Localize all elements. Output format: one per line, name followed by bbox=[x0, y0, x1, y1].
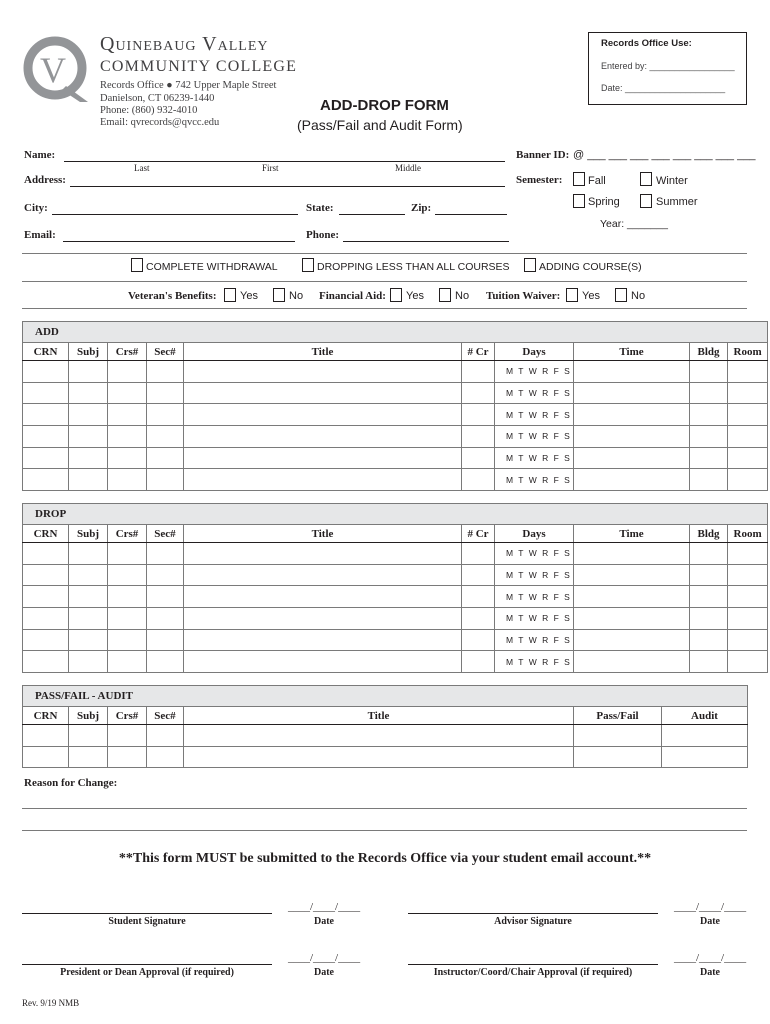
col-crs: Crs# bbox=[108, 343, 147, 361]
col-cr: # Cr bbox=[462, 343, 495, 361]
days-cell[interactable]: M T W R F S bbox=[495, 651, 574, 673]
col-days: Days bbox=[495, 525, 574, 543]
col-days: Days bbox=[495, 343, 574, 361]
col-title: Title bbox=[184, 343, 462, 361]
table-row bbox=[23, 382, 768, 404]
state-field[interactable] bbox=[339, 214, 405, 215]
add-section-title: ADD bbox=[23, 322, 768, 343]
name-field[interactable] bbox=[64, 161, 505, 162]
col-time: Time bbox=[574, 525, 690, 543]
name-last-label: Last bbox=[134, 163, 150, 173]
qvcc-logo-icon bbox=[22, 34, 92, 104]
address-line-1: Records Office ● 742 Upper Maple Street bbox=[100, 80, 277, 91]
summer-label: Summer bbox=[656, 196, 698, 208]
table-row bbox=[23, 564, 768, 586]
table-row bbox=[23, 426, 768, 448]
days-cell[interactable]: M T W R F S bbox=[495, 608, 574, 630]
summer-checkbox[interactable] bbox=[640, 194, 652, 208]
divider bbox=[22, 253, 747, 254]
col-crn: CRN bbox=[23, 707, 69, 725]
semester-label: Semester: bbox=[516, 174, 563, 186]
col-crn: CRN bbox=[23, 525, 69, 543]
col-crs: Crs# bbox=[108, 525, 147, 543]
col-sec: Sec# bbox=[147, 525, 184, 543]
col-audit: Audit bbox=[662, 707, 748, 725]
form-subtitle: (Pass/Fail and Audit Form) bbox=[297, 117, 463, 133]
col-sec: Sec# bbox=[147, 707, 184, 725]
dropping-less-label: DROPPING LESS THAN ALL COURSES bbox=[317, 261, 510, 273]
col-subj: Subj bbox=[69, 525, 108, 543]
table-row bbox=[23, 586, 768, 608]
col-sec: Sec# bbox=[147, 343, 184, 361]
address-line-3: Phone: (860) 932-4010 bbox=[100, 105, 198, 116]
table-row bbox=[23, 447, 768, 469]
tuition-waiver-no-checkbox[interactable] bbox=[615, 288, 627, 302]
table-row bbox=[23, 651, 768, 673]
table-row bbox=[23, 469, 768, 491]
financial-aid-label: Financial Aid: bbox=[319, 290, 386, 302]
instructor-signature-line[interactable] bbox=[408, 964, 658, 965]
table-row bbox=[23, 629, 768, 651]
drop-courses-table bbox=[22, 503, 768, 673]
fall-label: Fall bbox=[588, 175, 606, 187]
email-label: Email: bbox=[24, 229, 56, 241]
table-row bbox=[23, 404, 768, 426]
address-line-2: Danielson, CT 06239-1440 bbox=[100, 93, 215, 104]
col-title: Title bbox=[184, 525, 462, 543]
president-signature-line[interactable] bbox=[22, 964, 272, 965]
financial-aid-no-checkbox[interactable] bbox=[439, 288, 451, 302]
name-label: Name: bbox=[24, 149, 56, 161]
table-row bbox=[23, 543, 768, 565]
phone-field[interactable] bbox=[343, 241, 509, 242]
entered-by-field[interactable]: Entered by: _________________ bbox=[601, 61, 735, 71]
financial-aid-yes-label: Yes bbox=[406, 290, 424, 302]
passfail-section-title: PASS/FAIL - AUDIT bbox=[23, 686, 748, 707]
address-field[interactable] bbox=[70, 186, 505, 187]
city-field[interactable] bbox=[52, 214, 298, 215]
submission-notice: **This form MUST be submitted to the Records Office via your student email account.** bbox=[118, 851, 652, 866]
financial-aid-no-label: No bbox=[455, 290, 470, 302]
complete-withdrawal-checkbox[interactable] bbox=[131, 258, 143, 272]
divider bbox=[22, 281, 747, 282]
reason-line-2[interactable] bbox=[22, 830, 747, 831]
tuition-waiver-label: Tuition Waiver: bbox=[486, 290, 561, 302]
college-name: Quinebaug Valley bbox=[100, 33, 269, 55]
student-signature-label: Student Signature bbox=[108, 916, 186, 927]
col-crs: Crs# bbox=[108, 707, 147, 725]
address-line-4: Email: qvrecords@qvcc.edu bbox=[100, 117, 220, 128]
advisor-date-field[interactable]: ____/____/____ bbox=[674, 901, 747, 913]
zip-label: Zip: bbox=[411, 202, 432, 214]
college-subtitle: COMMUNITY COLLEGE bbox=[100, 58, 298, 75]
form-title: ADD-DROP FORM bbox=[320, 97, 449, 114]
instructor-date-label: Date bbox=[700, 967, 720, 978]
days-cell[interactable]: M T W R F S bbox=[495, 361, 574, 383]
reason-line-1[interactable] bbox=[22, 808, 747, 809]
col-bldg: Bldg bbox=[690, 343, 728, 361]
spring-label: Spring bbox=[588, 196, 620, 208]
phone-label: Phone: bbox=[306, 229, 339, 241]
col-crn: CRN bbox=[23, 343, 69, 361]
instructor-approval-label: Instructor/Coord/Chair Approval (if required) bbox=[433, 967, 633, 978]
state-label: State: bbox=[306, 202, 334, 214]
adding-courses-label: ADDING COURSE(S) bbox=[539, 261, 642, 273]
tuition-waiver-no-label: No bbox=[631, 290, 646, 302]
veteran-no-checkbox[interactable] bbox=[273, 288, 285, 302]
days-cell[interactable]: M T W R F S bbox=[495, 564, 574, 586]
address-label: Address: bbox=[24, 174, 66, 186]
office-date-field[interactable]: Date: ____________________ bbox=[601, 83, 726, 93]
email-field[interactable] bbox=[63, 241, 295, 242]
records-office-title: Records Office Use: bbox=[601, 38, 692, 49]
financial-aid-yes-checkbox[interactable] bbox=[390, 288, 402, 302]
name-middle-label: Middle bbox=[395, 163, 421, 173]
spring-checkbox[interactable] bbox=[573, 194, 585, 208]
dropping-less-checkbox[interactable] bbox=[302, 258, 314, 272]
table-row bbox=[23, 725, 748, 747]
col-room: Room bbox=[728, 343, 768, 361]
days-cell[interactable]: M T W R F S bbox=[495, 629, 574, 651]
name-first-label: First bbox=[262, 163, 279, 173]
col-room: Room bbox=[728, 525, 768, 543]
days-cell[interactable]: M T W R F S bbox=[495, 426, 574, 448]
reason-label: Reason for Change: bbox=[24, 777, 118, 789]
col-subj: Subj bbox=[69, 707, 108, 725]
col-subj: Subj bbox=[69, 343, 108, 361]
col-title: Title bbox=[184, 707, 574, 725]
col-cr: # Cr bbox=[462, 525, 495, 543]
year-field[interactable]: Year: _______ bbox=[600, 218, 668, 230]
banner-id-field[interactable]: @ ___ ___ ___ ___ ___ ___ ___ ___ bbox=[573, 149, 756, 161]
days-cell[interactable]: M T W R F S bbox=[495, 543, 574, 565]
president-approval-label: President or Dean Approval (if required) bbox=[60, 967, 234, 978]
advisor-date-label: Date bbox=[700, 916, 720, 927]
drop-section-title: DROP bbox=[23, 504, 768, 525]
col-passfail: Pass/Fail bbox=[574, 707, 662, 725]
days-cell[interactable]: M T W R F S bbox=[495, 382, 574, 404]
president-date-label: Date bbox=[314, 967, 334, 978]
col-bldg: Bldg bbox=[690, 525, 728, 543]
president-date-field[interactable]: ____/____/____ bbox=[288, 952, 361, 964]
winter-label: Winter bbox=[656, 175, 688, 187]
days-cell[interactable]: M T W R F S bbox=[495, 447, 574, 469]
veteran-benefits-label: Veteran's Benefits: bbox=[128, 290, 217, 302]
complete-withdrawal-label: COMPLETE WITHDRAWAL bbox=[146, 261, 278, 273]
svg-text:V: V bbox=[40, 50, 66, 90]
veteran-no-label: No bbox=[289, 290, 304, 302]
city-label: City: bbox=[24, 202, 48, 214]
passfail-audit-table bbox=[22, 685, 748, 768]
table-row bbox=[23, 608, 768, 630]
table-row bbox=[23, 746, 748, 768]
student-date-label: Date bbox=[314, 916, 334, 927]
zip-field[interactable] bbox=[435, 214, 507, 215]
tuition-waiver-yes-checkbox[interactable] bbox=[566, 288, 578, 302]
banner-id-label: Banner ID: bbox=[516, 149, 570, 161]
fall-checkbox[interactable] bbox=[573, 172, 585, 186]
advisor-signature-line[interactable] bbox=[408, 913, 658, 914]
veteran-yes-checkbox[interactable] bbox=[224, 288, 236, 302]
col-time: Time bbox=[574, 343, 690, 361]
student-date-field[interactable]: ____/____/____ bbox=[288, 901, 361, 913]
adding-courses-checkbox[interactable] bbox=[524, 258, 536, 272]
instructor-date-field[interactable]: ____/____/____ bbox=[674, 952, 747, 964]
winter-checkbox[interactable] bbox=[640, 172, 652, 186]
table-row bbox=[23, 361, 768, 383]
student-signature-line[interactable] bbox=[22, 913, 272, 914]
days-cell[interactable]: M T W R F S bbox=[495, 404, 574, 426]
add-courses-table bbox=[22, 321, 768, 491]
revision-note: Rev. 9/19 NMB bbox=[22, 998, 80, 1008]
veteran-yes-label: Yes bbox=[240, 290, 258, 302]
tuition-waiver-yes-label: Yes bbox=[582, 290, 600, 302]
days-cell[interactable]: M T W R F S bbox=[495, 469, 574, 491]
advisor-signature-label: Advisor Signature bbox=[494, 916, 572, 927]
days-cell[interactable]: M T W R F S bbox=[495, 586, 574, 608]
divider bbox=[22, 308, 747, 309]
